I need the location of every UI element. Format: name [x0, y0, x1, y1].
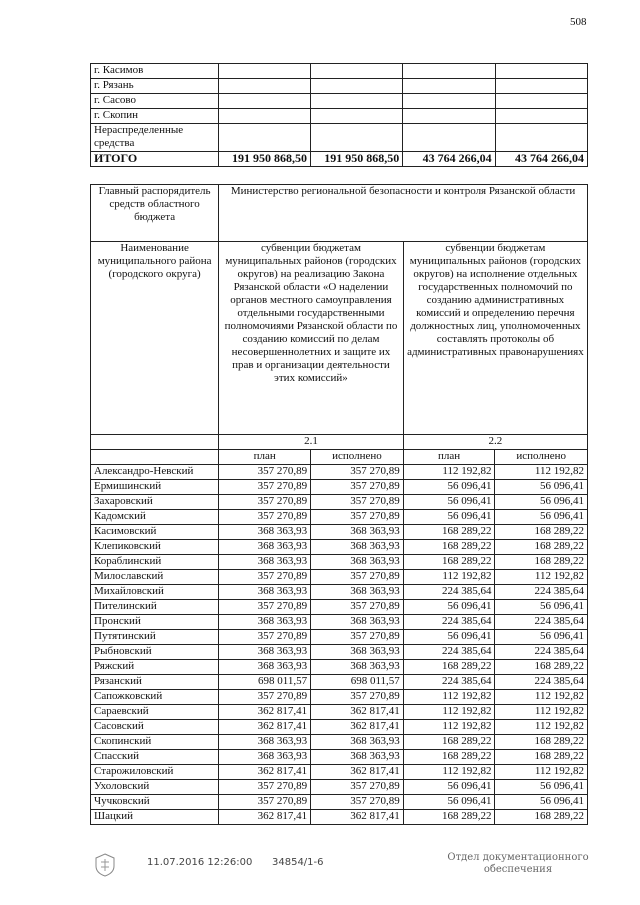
- row-value: [403, 79, 495, 94]
- table-row: [91, 585, 588, 600]
- amount-cell: 357 270,89: [311, 600, 404, 615]
- amount-cell: 168 289,22: [495, 750, 588, 765]
- table-row: [91, 750, 588, 765]
- amount-cell: 357 270,89: [219, 795, 311, 810]
- amount-cell: 112 192,82: [403, 570, 495, 585]
- amount-cell: 362 817,41: [219, 705, 311, 720]
- amount-cell: 357 270,89: [219, 780, 311, 795]
- amount-cell: 368 363,93: [219, 750, 311, 765]
- row-value: [310, 124, 402, 152]
- header-ministry: Министерство региональной безопасности и контроля Рязанской области: [219, 185, 588, 242]
- table-row: [91, 465, 588, 480]
- amount-cell: 357 270,89: [219, 570, 311, 585]
- page-number: 508: [570, 16, 587, 28]
- amount-cell: 112 192,82: [403, 705, 495, 720]
- amount-cell: 368 363,93: [219, 645, 311, 660]
- top-table-row: [91, 109, 588, 124]
- amount-cell: 112 192,82: [403, 765, 495, 780]
- row-value: [218, 79, 310, 94]
- amount-cell: 362 817,41: [311, 765, 404, 780]
- row-value: [310, 64, 402, 79]
- amount-cell: 368 363,93: [311, 540, 404, 555]
- district-name: Ряжский: [91, 660, 219, 675]
- table-row: [91, 480, 588, 495]
- district-name: Милославский: [91, 570, 219, 585]
- header-municipality: Наименование муниципального района (городского округа): [91, 242, 219, 435]
- amount-cell: 368 363,93: [219, 615, 311, 630]
- district-name: Александро-Невский: [91, 465, 219, 480]
- amount-cell: 224 385,64: [495, 645, 588, 660]
- amount-cell: 357 270,89: [219, 690, 311, 705]
- amount-cell: 112 192,82: [495, 705, 588, 720]
- amount-cell: 224 385,64: [403, 615, 495, 630]
- row-value: [218, 109, 310, 124]
- header-main-distributor: Главный распорядитель средств областного бюджета: [91, 185, 219, 242]
- table-row: [91, 600, 588, 615]
- amount-cell: 224 385,64: [403, 675, 495, 690]
- table-row: [91, 660, 588, 675]
- amount-cell: 168 289,22: [495, 735, 588, 750]
- amount-cell: 368 363,93: [219, 525, 311, 540]
- header-code-1: 2.1: [219, 435, 404, 450]
- amount-cell: 368 363,93: [219, 540, 311, 555]
- coat-of-arms-icon: [92, 852, 118, 878]
- amount-cell: 362 817,41: [219, 765, 311, 780]
- row-value: [403, 109, 495, 124]
- amount-cell: 56 096,41: [403, 510, 495, 525]
- table-row: [91, 675, 588, 690]
- district-name: Сапожковский: [91, 690, 219, 705]
- amount-cell: 56 096,41: [495, 630, 588, 645]
- amount-cell: 56 096,41: [403, 600, 495, 615]
- table-row: [91, 795, 588, 810]
- amount-cell: 357 270,89: [311, 510, 404, 525]
- amount-cell: 168 289,22: [495, 540, 588, 555]
- district-name: Ермишинский: [91, 480, 219, 495]
- amount-cell: 56 096,41: [495, 495, 588, 510]
- amount-cell: 56 096,41: [403, 495, 495, 510]
- header-plan-2: план: [403, 450, 495, 465]
- table-row: [91, 495, 588, 510]
- amount-cell: 112 192,82: [495, 765, 588, 780]
- table-row: [91, 690, 588, 705]
- amount-cell: 368 363,93: [311, 750, 404, 765]
- amount-cell: 357 270,89: [311, 570, 404, 585]
- table-row: [91, 720, 588, 735]
- amount-cell: 368 363,93: [311, 645, 404, 660]
- amount-cell: 112 192,82: [403, 720, 495, 735]
- district-name: Михайловский: [91, 585, 219, 600]
- amount-cell: 168 289,22: [495, 525, 588, 540]
- district-name: Сараевский: [91, 705, 219, 720]
- district-name: Рыбновский: [91, 645, 219, 660]
- row-name: г. Рязань: [91, 79, 219, 94]
- amount-cell: 224 385,64: [495, 585, 588, 600]
- amount-cell: 56 096,41: [495, 600, 588, 615]
- header-sub: [91, 450, 588, 465]
- amount-cell: 362 817,41: [311, 705, 404, 720]
- amount-cell: 368 363,93: [311, 585, 404, 600]
- district-name: Пронский: [91, 615, 219, 630]
- total-value: 191 950 868,50: [310, 152, 402, 167]
- row-value: [310, 79, 402, 94]
- row-value: [495, 94, 587, 109]
- total-value: 43 764 266,04: [495, 152, 587, 167]
- header-sub-empty: [91, 450, 219, 465]
- amount-cell: 362 817,41: [311, 720, 404, 735]
- header-plan-1: план: [219, 450, 311, 465]
- amount-cell: 168 289,22: [495, 810, 588, 825]
- district-name: Ухоловский: [91, 780, 219, 795]
- amount-cell: 168 289,22: [403, 525, 495, 540]
- amount-cell: 368 363,93: [311, 615, 404, 630]
- amount-cell: 357 270,89: [219, 465, 311, 480]
- amount-cell: 112 192,82: [495, 690, 588, 705]
- district-name: Кадомский: [91, 510, 219, 525]
- amount-cell: 357 270,89: [311, 630, 404, 645]
- header-done-2: исполнено: [495, 450, 588, 465]
- row-value: [403, 124, 495, 152]
- amount-cell: 357 270,89: [219, 495, 311, 510]
- district-name: Кораблинский: [91, 555, 219, 570]
- total-row: [91, 152, 588, 167]
- row-value: [218, 94, 310, 109]
- district-name: Сасовский: [91, 720, 219, 735]
- top-table-row: [91, 64, 588, 79]
- row-name: Нераспределенные средства: [91, 124, 219, 152]
- row-value: [495, 79, 587, 94]
- table-row: [91, 615, 588, 630]
- row-value: [495, 109, 587, 124]
- district-name: Шацкий: [91, 810, 219, 825]
- top-summary-table: [90, 63, 588, 167]
- amount-cell: 368 363,93: [219, 735, 311, 750]
- subventions-table: [90, 184, 588, 825]
- row-value: [403, 94, 495, 109]
- amount-cell: 168 289,22: [403, 555, 495, 570]
- amount-cell: 357 270,89: [219, 630, 311, 645]
- amount-cell: 362 817,41: [219, 810, 311, 825]
- district-name: Спасский: [91, 750, 219, 765]
- row-value: [403, 64, 495, 79]
- footer-datetime: 11.07.2016 12:26:00: [147, 857, 253, 868]
- row-value: [310, 109, 402, 124]
- amount-cell: 224 385,64: [403, 585, 495, 600]
- header-codes: [91, 435, 588, 450]
- top-table-row: [91, 124, 588, 152]
- amount-cell: 357 270,89: [219, 480, 311, 495]
- header-col-group-2: субвенции бюджетам муниципальных районов (городских округов) на исполнение отдельных государственных полномочий по созданию административных комиссий и определению перечня должностных лиц, уполномоченных составлять протоколы об административных правонарушениях: [403, 242, 587, 435]
- district-name: Пителинский: [91, 600, 219, 615]
- amount-cell: 362 817,41: [311, 810, 404, 825]
- amount-cell: 368 363,93: [219, 660, 311, 675]
- amount-cell: 698 011,57: [219, 675, 311, 690]
- amount-cell: 168 289,22: [403, 810, 495, 825]
- amount-cell: 368 363,93: [219, 555, 311, 570]
- row-name: г. Касимов: [91, 64, 219, 79]
- row-value: [218, 124, 310, 152]
- amount-cell: 56 096,41: [403, 480, 495, 495]
- amount-cell: 168 289,22: [403, 750, 495, 765]
- amount-cell: 56 096,41: [403, 795, 495, 810]
- row-value: [495, 124, 587, 152]
- table-row: [91, 510, 588, 525]
- amount-cell: 168 289,22: [403, 540, 495, 555]
- amount-cell: 56 096,41: [495, 510, 588, 525]
- amount-cell: 698 011,57: [311, 675, 404, 690]
- table-row: [91, 765, 588, 780]
- table-row: [91, 540, 588, 555]
- amount-cell: 224 385,64: [403, 645, 495, 660]
- total-label: ИТОГО: [91, 152, 219, 167]
- amount-cell: 357 270,89: [311, 780, 404, 795]
- header-row-2: [91, 242, 588, 435]
- amount-cell: 368 363,93: [219, 585, 311, 600]
- amount-cell: 357 270,89: [219, 600, 311, 615]
- amount-cell: 112 192,82: [495, 720, 588, 735]
- district-name: Захаровский: [91, 495, 219, 510]
- amount-cell: 357 270,89: [311, 690, 404, 705]
- district-name: Чучковский: [91, 795, 219, 810]
- amount-cell: 56 096,41: [495, 795, 588, 810]
- amount-cell: 56 096,41: [495, 780, 588, 795]
- amount-cell: 112 192,82: [495, 570, 588, 585]
- amount-cell: 168 289,22: [495, 660, 588, 675]
- table-row: [91, 705, 588, 720]
- amount-cell: 224 385,64: [495, 615, 588, 630]
- district-name: Касимовский: [91, 525, 219, 540]
- amount-cell: 357 270,89: [219, 510, 311, 525]
- top-table-row: [91, 79, 588, 94]
- table-row: [91, 570, 588, 585]
- footer-department: Отдел документационного обеспечения: [447, 852, 589, 875]
- footer-doc-number: 34854/1-6: [272, 857, 324, 868]
- amount-cell: 357 270,89: [311, 495, 404, 510]
- row-name: г. Скопин: [91, 109, 219, 124]
- row-value: [310, 94, 402, 109]
- table-row: [91, 555, 588, 570]
- district-name: Рязанский: [91, 675, 219, 690]
- table-row: [91, 630, 588, 645]
- amount-cell: 168 289,22: [403, 735, 495, 750]
- amount-cell: 368 363,93: [311, 660, 404, 675]
- amount-cell: 56 096,41: [495, 480, 588, 495]
- amount-cell: 168 289,22: [403, 660, 495, 675]
- amount-cell: 56 096,41: [403, 630, 495, 645]
- header-code-empty: [91, 435, 219, 450]
- amount-cell: 112 192,82: [495, 465, 588, 480]
- amount-cell: 357 270,89: [311, 795, 404, 810]
- table-row: [91, 525, 588, 540]
- district-name: Старожиловский: [91, 765, 219, 780]
- table-row: [91, 645, 588, 660]
- row-name: г. Сасово: [91, 94, 219, 109]
- district-name: Скопинский: [91, 735, 219, 750]
- table-row: [91, 780, 588, 795]
- header-code-2: 2.2: [403, 435, 587, 450]
- amount-cell: 362 817,41: [219, 720, 311, 735]
- amount-cell: 368 363,93: [311, 525, 404, 540]
- row-value: [218, 64, 310, 79]
- amount-cell: 56 096,41: [403, 780, 495, 795]
- amount-cell: 224 385,64: [495, 675, 588, 690]
- amount-cell: 112 192,82: [403, 690, 495, 705]
- header-done-1: исполнено: [311, 450, 404, 465]
- top-table-row: [91, 94, 588, 109]
- amount-cell: 357 270,89: [311, 465, 404, 480]
- district-name: Клепиковский: [91, 540, 219, 555]
- amount-cell: 357 270,89: [311, 480, 404, 495]
- amount-cell: 368 363,93: [311, 555, 404, 570]
- header-row-1: [91, 185, 588, 242]
- amount-cell: 112 192,82: [403, 465, 495, 480]
- table-row: [91, 810, 588, 825]
- row-value: [495, 64, 587, 79]
- header-col-group-1: субвенции бюджетам муниципальных районов (городских округов) на реализацию Закона Рязанской области «О наделении органов местного самоуправления отдельными государственными полномочиями Рязанской области по созданию комиссий по делам несовершеннолетних и защите их прав и организации деятельности этих комиссий»: [219, 242, 404, 435]
- total-value: 191 950 868,50: [218, 152, 310, 167]
- total-value: 43 764 266,04: [403, 152, 495, 167]
- table-row: [91, 735, 588, 750]
- amount-cell: 168 289,22: [495, 555, 588, 570]
- district-name: Путятинский: [91, 630, 219, 645]
- amount-cell: 368 363,93: [311, 735, 404, 750]
